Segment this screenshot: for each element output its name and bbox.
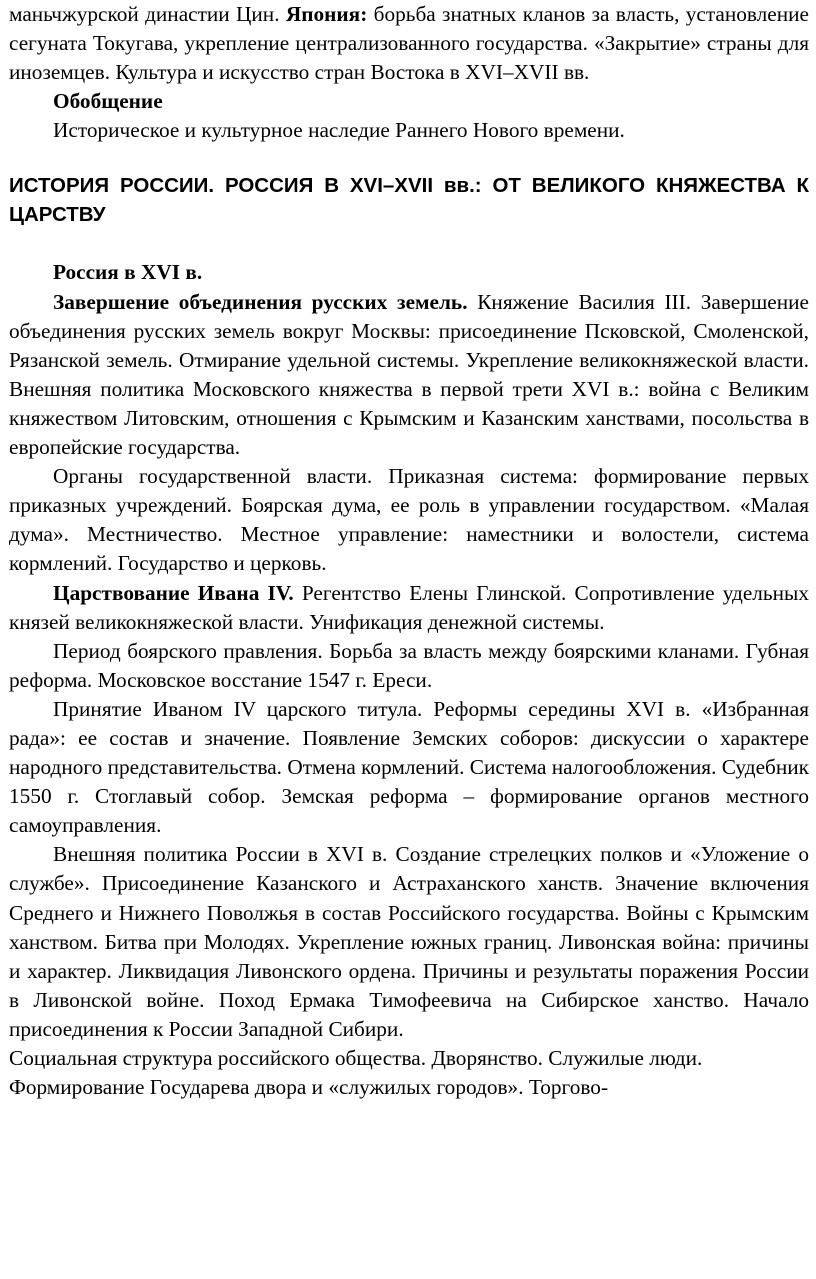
- summary-text: Историческое и культурное наследие Раннего Нового времени.: [53, 118, 625, 143]
- spacer: [9, 145, 809, 171]
- paragraph-social-line-2: Формирование Государева двора и «служилых городов». Торгово-: [9, 1075, 609, 1100]
- intro-lead-text: маньчжурской династии Цин.: [9, 2, 286, 26]
- paragraph-ivan-iv: [9, 579, 809, 637]
- section-heading: ИСТОРИЯ РОССИИ. РОССИЯ В XVI–XVII вв.: ОТ ВЕЛИКОГО КНЯЖЕСТВА К ЦАРСТВУ: [9, 174, 809, 227]
- spacer: [9, 229, 809, 258]
- document-page: [9, 0, 809, 1102]
- intro-paragraph: [9, 0, 809, 87]
- paragraph-foreign-policy: Внешняя политика России в XVI в. Создание стрелецких полков и «Уложение о службе». Присоединение Казанского и Астраханского ханств. Значение включения Среднего и Нижнего Поволжья в состав Российского государства. Войны с Крымским ханством. Битва при Молодях. Укрепление южных границ. Ливонская война: причины и характер. Ликвидация Ливонского ордена. Причины и результаты поражения России в Ливонской войне. Поход Ермака Тимофеевича на Сибирское ханство. Начало присоединения к России Западной Сибири.: [9, 842, 809, 1041]
- paragraph-ivan-iv-title: Царствование Ивана IV.: [53, 580, 294, 605]
- japan-text: борьба знатных кланов за власть, установление сегуната Токугава, укрепление централизованного государства. «Закрытие» страны для иноземцев. Культура и искусство стран Востока в XVI–XVII вв.: [9, 2, 809, 85]
- summary-title: Обобщение: [53, 89, 163, 114]
- paragraph-reforms: Принятие Иваном IV царского титула. Реформы середины XVI в. «Избранная рада»: ее состав и значение. Появление Земских соборов: дискуссии о характере народного представительства. Отмена кормлений. Система налогообложения. Судебник 1550 г. Стоглавый собор. Земская реформа – формирование органов местного самоуправления.: [9, 696, 809, 838]
- subsection-title: Россия в XVI в.: [53, 260, 203, 285]
- japan-label: Япония:: [285, 2, 368, 26]
- paragraph-ivan-iv-text: Регентство Елены Глинской. Сопротивление удельных князей великокняжеской власти. Унификация денежной системы.: [9, 580, 809, 634]
- paragraph-unification: [9, 288, 809, 463]
- paragraph-social-line-1: Социальная структура российского общества. Дворянство. Служилые люди.: [9, 1046, 703, 1070]
- paragraph-boyar-rule: Период боярского правления. Борьба за власть между боярскими кланами. Губная реформа. Московское восстание 1547 г. Ереси.: [9, 638, 809, 692]
- paragraph-state-organs: Органы государственной власти. Приказная система: формирование первых приказных учреждений. Боярская дума, ее роль в управлении государством. «Малая дума». Местничество. Местное управление: наместники и волостели, система кормлений. Государство и церковь.: [9, 464, 809, 576]
- paragraph-unification-text: Княжение Василия III. Завершение объединения русских земель вокруг Москвы: присоединение Псковской, Смоленской, Рязанской земель. Отмирание удельной системы. Укрепление великокняжеской власти. Внешняя политика Московского княжества в первой трети XVI в.: война с Великим княжеством Литовским, отношения с Крымским и Казанским ханствами, посольства в европейские государства.: [9, 289, 809, 460]
- paragraph-unification-title: Завершение объединения русских земель.: [53, 289, 468, 314]
